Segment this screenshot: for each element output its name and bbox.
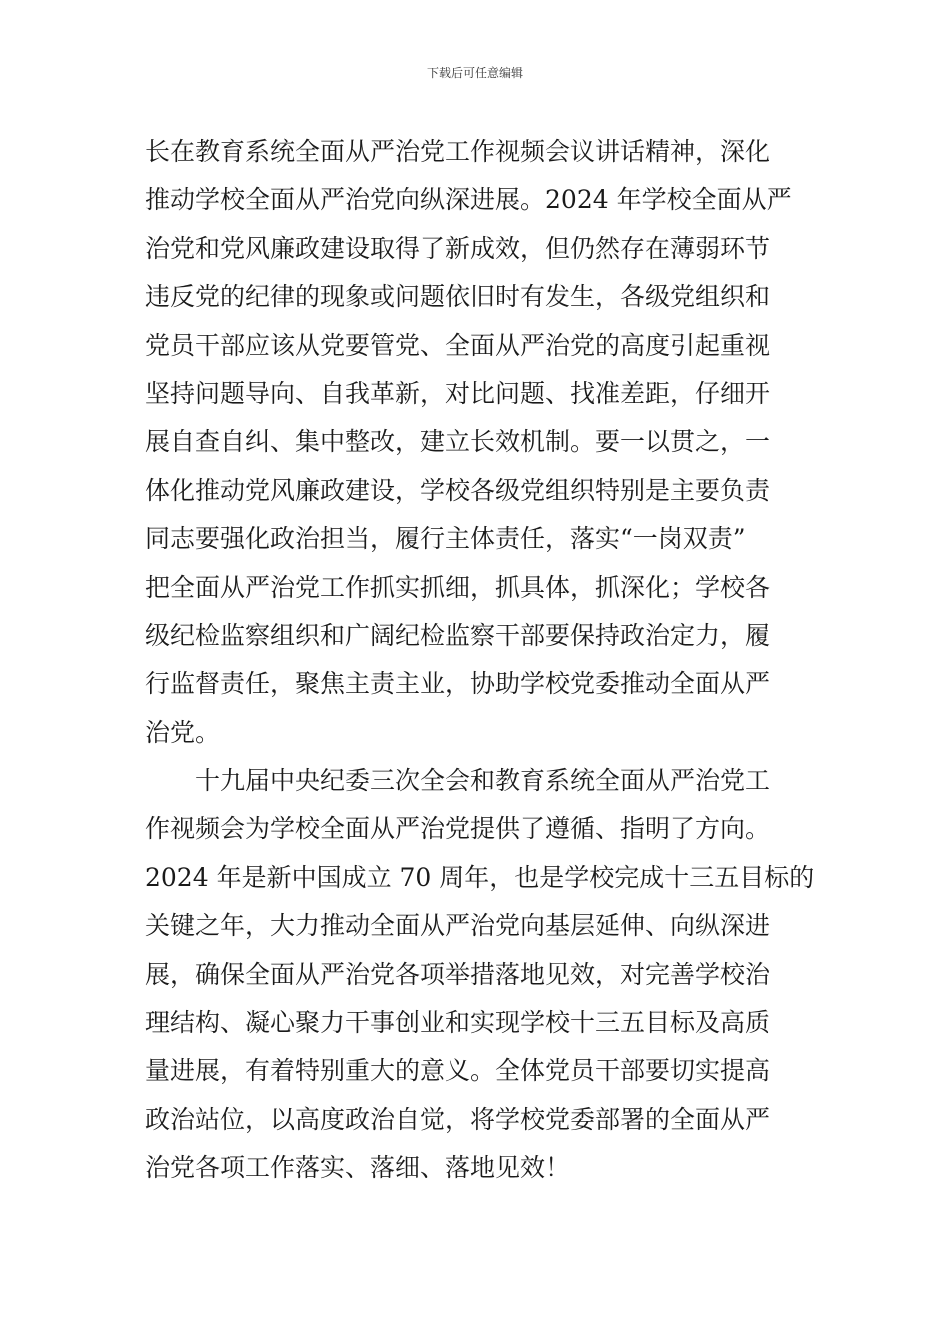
text-line: 推动学校全面从严治党向纵深进展。2024 年学校全面从严 xyxy=(145,185,792,215)
text-line: 关键之年，大力推动全面从严治党向基层延伸、向纵深进 xyxy=(145,911,771,941)
text-line: 政治站位，以高度政治自觉，将学校党委部署的全面从严 xyxy=(145,1104,771,1134)
text-line: 十九届中央纪委三次全会和教育系统全面从严治党工 xyxy=(195,766,771,796)
text-line: 级纪检监察组织和广阔纪检监察干部要保持政治定力，履 xyxy=(145,620,771,650)
text-line: 把全面从严治党工作抓实抓细，抓具体，抓深化；学校各 xyxy=(145,572,771,602)
paragraph-1 xyxy=(145,128,815,757)
text-line: 体化推动党风廉政建设，学校各级党组织特别是主要负责 xyxy=(145,475,771,505)
text-line: 行监督责任，聚焦主责主业，协助学校党委推动全面从严 xyxy=(145,669,771,699)
text-line: 展，确保全面从严治党各项举措落地见效，对完善学校治 xyxy=(145,959,771,989)
text-line: 作视频会为学校全面从严治党提供了遵循、指明了方向。 xyxy=(145,814,771,844)
text-line: 理结构、凝心聚力干事创业和实现学校十三五目标及高质 xyxy=(145,1008,771,1038)
text-line: 长在教育系统全面从严治党工作视频会议讲话精神，深化 xyxy=(145,137,771,166)
text-line: 量进展，有着特别重大的意义。全体党员干部要切实提高 xyxy=(145,1056,771,1086)
text-line: 展自查自纠、集中整改，建立长效机制。要一以贯之，一 xyxy=(145,427,771,457)
text-line: 治党各项工作落实、落细、落地见效！ xyxy=(145,1153,571,1183)
text-line: 同志要强化政治担当，履行主体责任，落实“一岗双责” xyxy=(145,524,746,554)
text-line: 党员干部应该从党要管党、全面从严治党的高度引起重视 xyxy=(145,330,771,360)
text-line: 治党。 xyxy=(145,717,221,747)
text-line: 治党和党风廉政建设取得了新成效，但仍然存在薄弱环节 xyxy=(145,233,771,263)
page-header: 下载后可任意编辑 xyxy=(426,66,523,80)
text-line: 坚持问题导向、自我革新，对比问题、找准差距，仔细开 xyxy=(145,378,771,408)
text-line: 违反党的纪律的现象或问题依旧时有发生，各级党组织和 xyxy=(145,282,771,312)
text-line: 2024 年是新中国成立 70 周年，也是学校完成十三五目标的 xyxy=(145,862,815,892)
document-body xyxy=(145,128,815,1193)
paragraph-2 xyxy=(145,757,815,1193)
